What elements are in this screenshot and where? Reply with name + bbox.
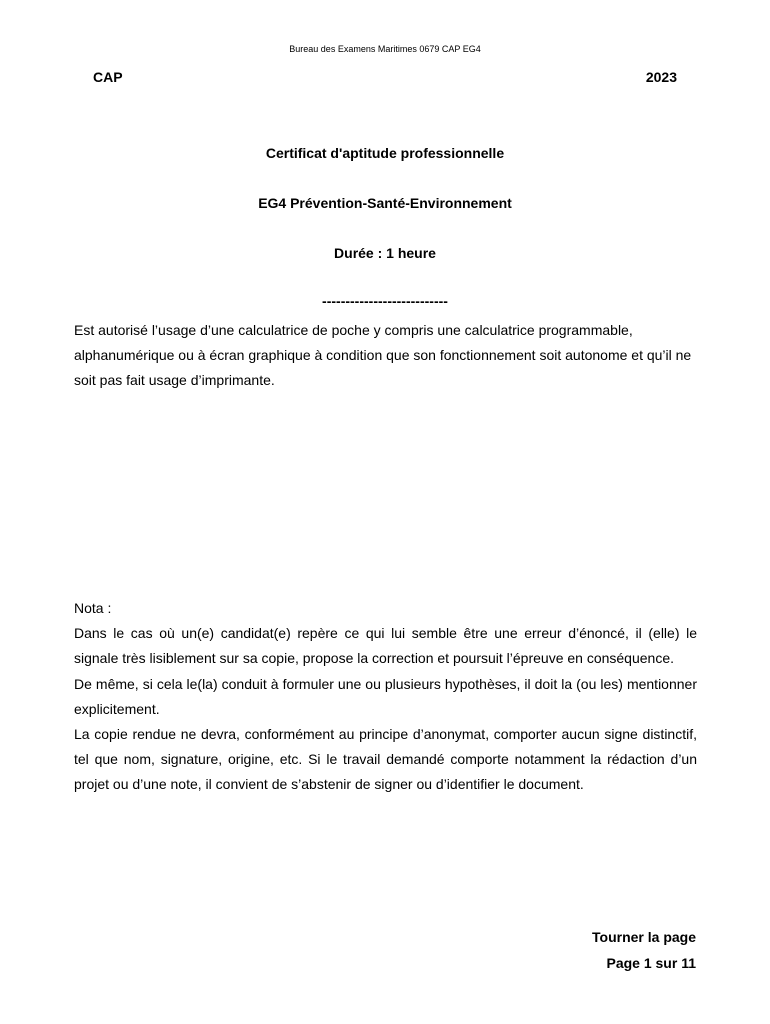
nota-paragraph: La copie rendue ne devra, conformément au principe d’anonymat, comporter aucun signe distinctif, tel que nom, signature, origine, etc. Si le travail demandé comporte notamment la rédaction d’un projet ou d’une note, il convient de s’abstenir de signer ou d’identifier le document. bbox=[74, 726, 697, 793]
exam-label: CAP bbox=[93, 69, 123, 85]
running-header: Bureau des Examens Maritimes 0679 CAP EG4 bbox=[289, 44, 481, 54]
nota-heading: Nota : bbox=[74, 600, 112, 616]
separator-line: --------------------------- bbox=[322, 293, 448, 309]
exam-duration: Durée : 1 heure bbox=[334, 245, 436, 261]
nota-section bbox=[74, 596, 697, 798]
turn-page-note: Tourner la page bbox=[592, 929, 696, 945]
exam-year: 2023 bbox=[645, 69, 677, 85]
document-title: Certificat d'aptitude professionnelle bbox=[265, 145, 505, 161]
nota-paragraph: Dans le cas où un(e) candidat(e) repère ce qui lui semble être une erreur d’énoncé, il (elle) le signale très lisiblement sur sa copie, propose la correction et poursuit l’épreuve en conséquence. bbox=[74, 625, 697, 667]
exam-subject: EG4 Prévention-Santé-Environnement bbox=[258, 195, 512, 211]
calculator-note: Est autorisé l’usage d’une calculatrice de poche y compris une calculatrice programmable, alphanumérique ou à écran graphique à condition que son fonctionnement soit autonome et qu’il ne soit pas fait usage d’imprimante. bbox=[74, 322, 692, 389]
nota-paragraph: De même, si cela le(la) conduit à formuler une ou plusieurs hypothèses, il doit la (ou les) mentionner explicitement. bbox=[74, 675, 697, 717]
page-number: Page 1 sur 11 bbox=[606, 955, 696, 971]
